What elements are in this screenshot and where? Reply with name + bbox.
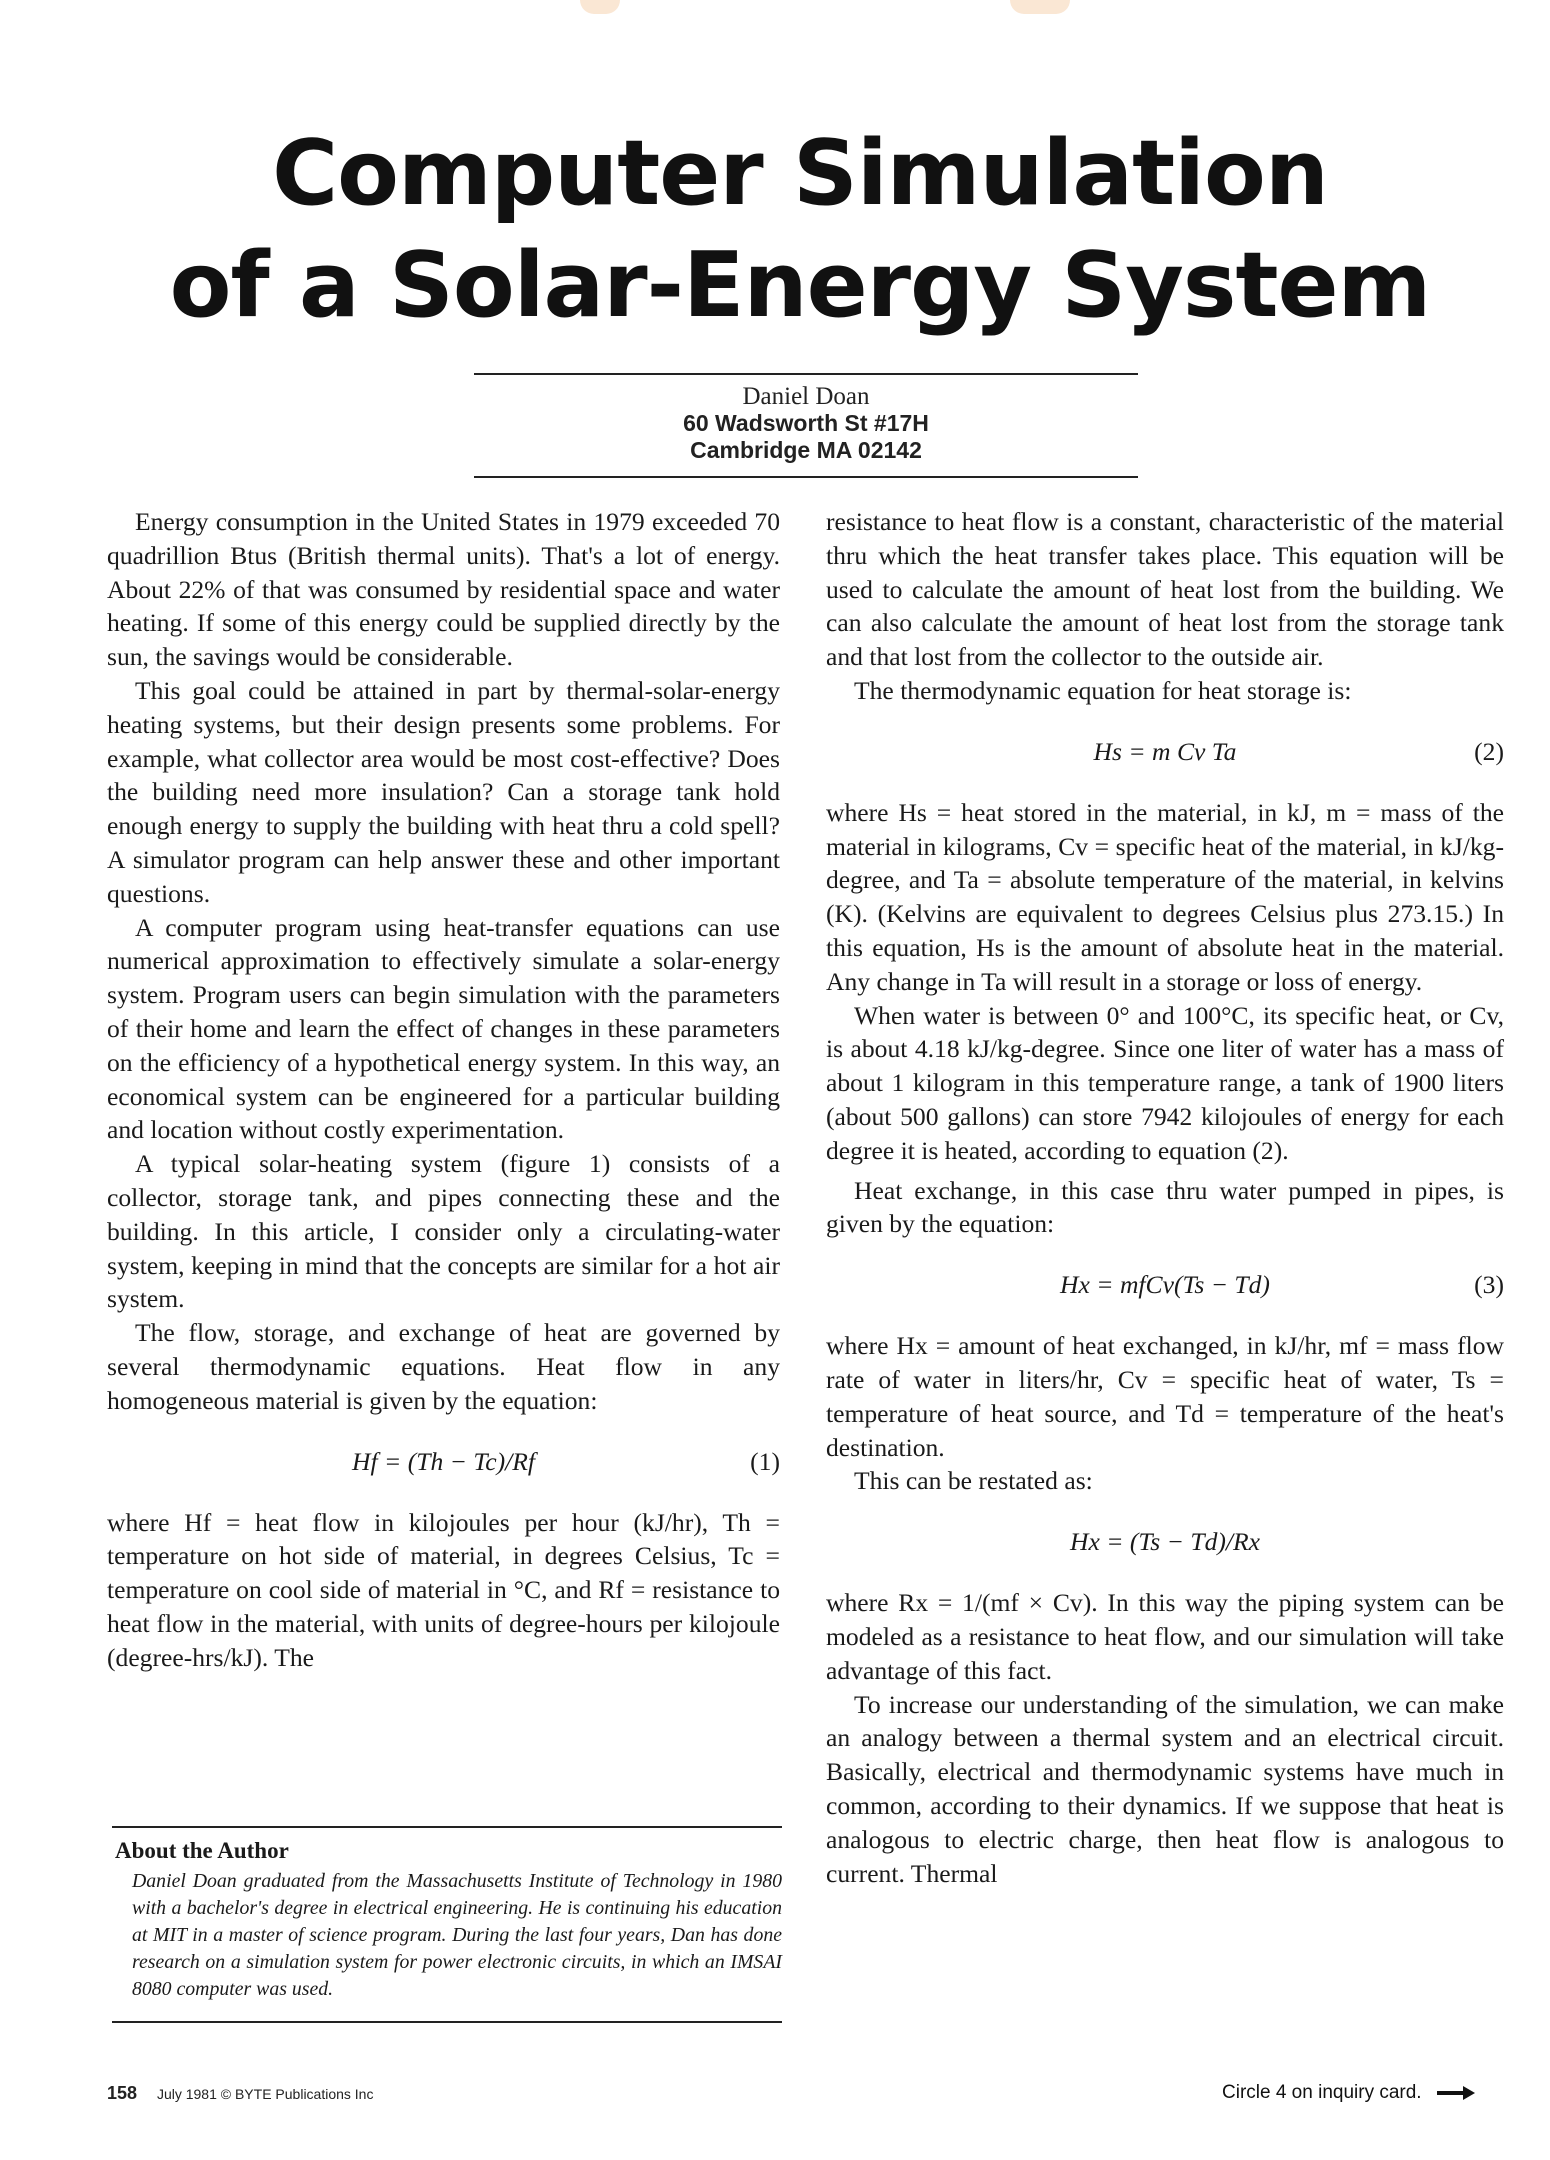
equation-3 (826, 1241, 1504, 1329)
equation-1 (107, 1418, 780, 1506)
paragraph: To increase our understanding of the simulation, we can make an analogy between a thermal system and an electrical circuit. Basically, electrical and thermodynamic systems have much in common, according to their dynamics. If we suppose that heat is analogous to electric charge, then heat flow is analogous to current. Thermal (826, 1689, 1504, 1888)
equation-text: Hs = m Cv Ta (1093, 736, 1237, 766)
inquiry-text: Circle 4 on inquiry card. (1222, 2082, 1422, 2103)
title-line-1: Computer Simulation (272, 121, 1328, 226)
page-number: 158 (107, 2083, 138, 2103)
about-the-author-box (112, 1826, 782, 2023)
equation-number: (3) (1474, 1270, 1504, 1300)
about-heading: About the Author (115, 1838, 289, 1863)
author-city: Cambridge MA 02142 (690, 437, 922, 463)
paragraph: where Hf = heat flow in kilojoules per hour (kJ/hr), Th = temperature on hot side of material, in degrees Celsius, Tc = temperature on cool side of material in °C, and Rf = resistance to heat flow in the material, with units of degree-hours per kilojoule (degree-hrs/kJ). The (107, 1507, 780, 1672)
paragraph: The flow, storage, and exchange of heat are governed by several thermodynamic equations. Heat flow in any homogeneous material is given by the equation: (107, 1318, 780, 1415)
box-top-rule (112, 1826, 782, 1828)
equation-2 (826, 708, 1504, 796)
author-street: 60 Wadsworth St #17H (683, 410, 929, 436)
paragraph: where Hs = heat stored in the material, in kJ, m = mass of the material in kilograms, Cv = specific heat of the material, in kJ/kg-degree, and Ta = absolute temperature of the material, in kelvins (K). (Kelvins are equivalent to degrees Celsius plus 273.15.) In this equation, Hs is the amount of absolute heat in the material. Any change in Ta will result in a storage or loss of energy. (826, 797, 1504, 996)
left-column (107, 505, 780, 1675)
right-column (826, 505, 1504, 1890)
publication-credit: July 1981 © BYTE Publications Inc (156, 2086, 374, 2102)
paragraph: This can be restated as: (854, 1466, 1093, 1496)
article-title (0, 118, 1550, 342)
print-smudge (1010, 0, 1070, 14)
equation-text: Hx = mfCv(Ts − Td) (1060, 1270, 1270, 1300)
inquiry-note (1222, 2082, 1475, 2104)
byline-bottom-rule (474, 476, 1138, 478)
paragraph: Energy consumption in the United States in 1979 exceeded 70 quadrillion Btus (British thermal units). That's a lot of energy. About 22% of that was consumed by residential space and water heating. If some of this energy could be supplied directly by the sun, the savings would be considerable. (107, 507, 780, 672)
paragraph: When water is between 0° and 100°C, its specific heat, or Cv, is about 4.18 kJ/kg-degree. Since one liter of water has a mass of about 1 kilogram in this temperature range, a tank of 1900 liters (about 500 gallons) can store 7942 kilojoules of energy for each degree it is heated, according to equation (2). (826, 1000, 1504, 1165)
equation-number: (2) (1474, 736, 1504, 766)
arrow-right-icon (1437, 2085, 1475, 2101)
paragraph: A typical solar-heating system (figure 1) consists of a collector, storage tank, and pipes connecting these and the building. In this article, I consider only a circulating-water system, keeping in mind that the concepts are similar for a hot air system. (107, 1149, 780, 1314)
paragraph: A computer program using heat-transfer equations can use numerical approximation to effectively simulate a solar-energy system. Program users can begin simulation with the parameters of their home and learn the effect of changes in these parameters on the efficiency of a hypothetical energy system. In this way, an economical system can be engineered for a particular building and location without costly experimentation. (107, 912, 780, 1145)
paragraph: resistance to heat flow is a constant, characteristic of the material thru which the heat transfer takes place. This equation will be used to calculate the amount of heat lost from the building. We can also calculate the amount of heat lost from the storage tank and that lost from the collector to the outside air. (826, 507, 1504, 672)
equation-text: Hx = (Ts − Td)/Rx (1069, 1527, 1260, 1557)
equation-4 (826, 1498, 1504, 1586)
equation-number: (1) (750, 1446, 780, 1476)
byline (474, 383, 1138, 464)
paragraph: The thermodynamic equation for heat storage is: (854, 675, 1352, 705)
byline-top-rule (474, 373, 1138, 375)
print-smudge (580, 0, 620, 14)
paragraph: Heat exchange, in this case thru water pumped in pipes, is given by the equation: (826, 1175, 1504, 1239)
page-footer (107, 2083, 373, 2104)
title-line-2: of a Solar-Energy System (169, 233, 1431, 338)
box-bottom-rule (112, 2021, 782, 2023)
author-name: Daniel Doan (742, 383, 870, 410)
paragraph: This goal could be attained in part by thermal-solar-energy heating systems, but their design presents some problems. For example, what collector area would be most cost-effective? Does the building need more insulation? Can a storage tank hold enough energy to supply the building with heat thru a cold spell? A simulator program can help answer these and other important questions. (107, 675, 780, 908)
about-text: Daniel Doan graduated from the Massachusetts Institute of Technology in 1980 with a bachelor's degree in electrical engineering. He is continuing his education at MIT in a master of science program. During the last four years, Dan has done research on a simulation system for power electronic circuits, in which an IMSAI 8080 computer was used. (132, 1870, 782, 2000)
equation-text: Hf = (Th − Tc)/Rf (352, 1446, 535, 1476)
paragraph: where Hx = amount of heat exchanged, in kJ/hr, mf = mass flow rate of water in liters/hr, Cv = specific heat of water, Ts = temperature of heat source, and Td = temperature of the heat's destination. (826, 1331, 1504, 1462)
paragraph: where Rx = 1/(mf × Cv). In this way the piping system can be modeled as a resistance to heat flow, and our simulation will take advantage of this fact. (826, 1588, 1504, 1685)
